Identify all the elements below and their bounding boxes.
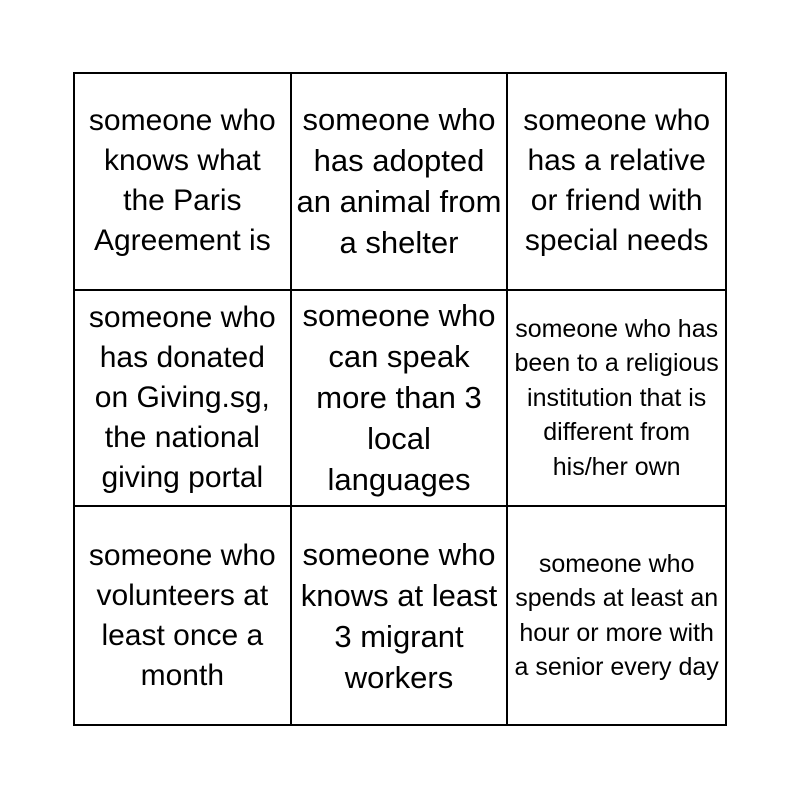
bingo-cell-9[interactable] — [508, 507, 725, 724]
bingo-cell-3[interactable] — [508, 74, 725, 291]
bingo-cell-5[interactable] — [292, 291, 509, 508]
bingo-cell-8[interactable] — [292, 507, 509, 724]
bingo-cell-text: someone who can speak more than 3 local languages — [302, 298, 496, 498]
bingo-cell-4[interactable] — [75, 291, 292, 508]
bingo-cell-text: someone who knows what the Paris Agreement is — [88, 104, 276, 258]
bingo-cell-6[interactable] — [508, 291, 725, 508]
bingo-cell-text: someone who has a relative or friend with special needs — [523, 104, 711, 258]
bingo-cell-text: someone who knows at least 3 migrant workers — [300, 536, 498, 695]
bingo-cell-7[interactable] — [75, 507, 292, 724]
bingo-cell-2[interactable] — [292, 74, 509, 291]
bingo-cell-text: someone who volunteers at least once a month — [88, 538, 276, 692]
bingo-cell-text: someone who spends at least an hour or more with a senior every day — [514, 549, 719, 682]
bingo-board — [73, 72, 727, 726]
bingo-cell-text: someone who has been to a religious institution that is different from his/her own — [514, 314, 719, 481]
bingo-cell-1[interactable] — [75, 74, 292, 291]
bingo-cell-text: someone who has adopted an animal from a shelter — [296, 102, 502, 261]
bingo-cell-text: someone who has donated on Giving.sg, the national giving portal — [88, 300, 276, 494]
